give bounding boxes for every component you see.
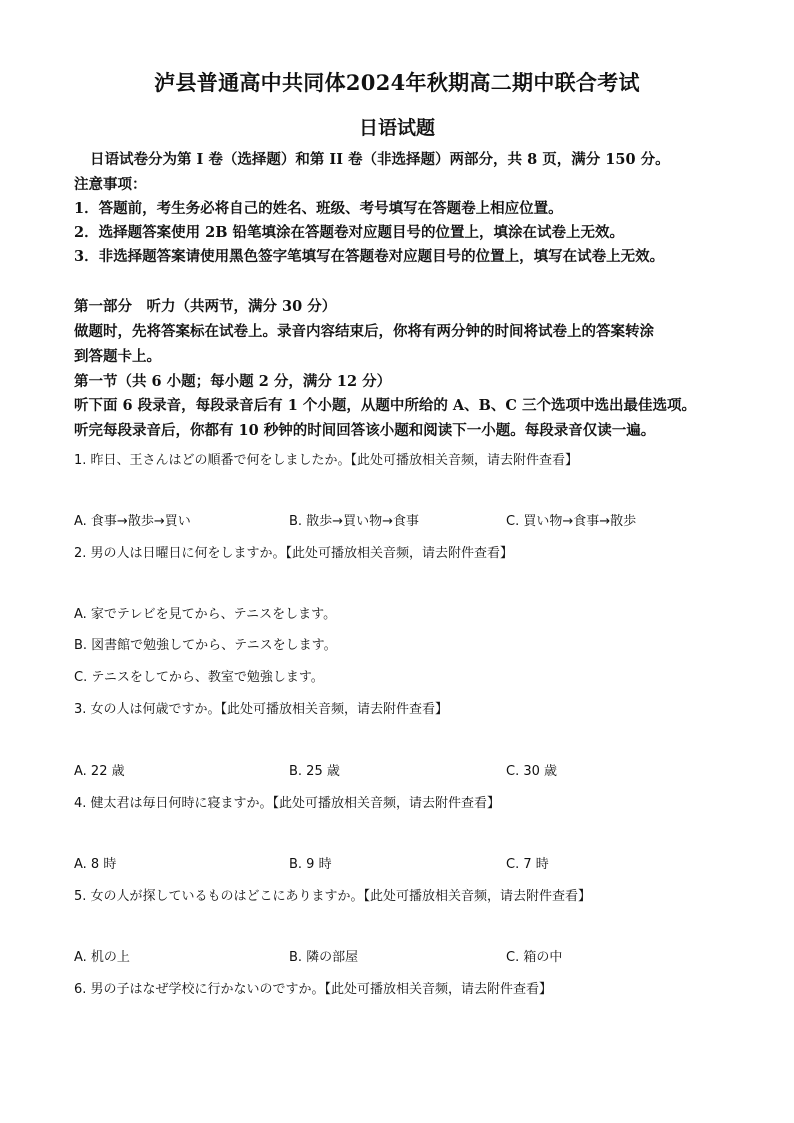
answer-option: C. 買い物→食事→散歩 [506,514,637,529]
question-stem: 5. 女の人が探しているものはどこにありますか。【此处可播放相关音频，请去附件查看】 [74,889,592,904]
question-stem: 2. 男の人は日曜日に何をしますか。【此处可播放相关音频，请去附件查看】 [74,546,514,561]
answer-option: C. テニスをしてから、教室で勉強します。 [74,670,324,685]
answer-option: A. 22 歳 [74,764,125,779]
answer-option: C. 箱の中 [506,950,563,965]
answer-option: C. 30 歳 [506,764,558,779]
answer-option: B. 図書館で勉強してから、テニスをします。 [74,638,337,653]
answer-option: B. 9 時 [289,857,332,872]
exam-title: 泸县普通高中共同体2024年秋期高二期中联合考试 [154,70,640,95]
part1-instruction: 做题时，先将答案标在试卷上。录音内容结束后，你将有两分钟的时间将试卷上的答案转涂 [74,323,654,340]
answer-option: B. 隣の部屋 [289,950,359,965]
answer-option: B. 25 歳 [289,764,340,779]
note-item: 3．非选择题答案请使用黑色签字笔填写在答题卷对应题目号的位置上，填写在试卷上无效。 [74,248,665,265]
answer-option: C. 7 時 [506,857,549,872]
answer-option: A. 食事→散歩→買い [74,514,191,529]
part1-instruction: 到答题卡上。 [74,348,161,365]
subject-title: 日语试题 [358,117,435,139]
section1-heading: 第一节（共 6 小题；每小题 2 分，满分 12 分） [74,373,392,390]
answer-option: B. 散歩→買い物→食事 [289,514,419,529]
answer-option: A. 家でテレビを見てから、テニスをします。 [74,607,337,622]
question-stem: 3. 女の人は何歳ですか。【此处可播放相关音频，请去附件查看】 [74,702,449,717]
exam-summary: 日语试卷分为第 I 卷（选择题）和第 II 卷（非选择题）两部分，共 8 页，满分 150 分。 [90,151,670,168]
notes-heading: 注意事项： [74,176,147,193]
note-item: 1．答题前，考生务必将自己的姓名、班级、考号填写在答题卷上相应位置。 [74,200,563,217]
note-item: 2．选择题答案使用 2B 铅笔填涂在答题卷对应题目号的位置上，填涂在试卷上无效。 [74,224,625,241]
section1-instruction: 听下面 6 段录音，每段录音后有 1 个小题，从题中所给的 A、B、C 三个选项中选出最佳选项。 [74,397,697,414]
question-stem: 1. 昨日、王さんはどの順番で何をしましたか。【此处可播放相关音频，请去附件查看】 [74,453,579,468]
answer-option: A. 机の上 [74,950,130,965]
answer-option: A. 8 時 [74,857,117,872]
question-stem: 6. 男の子はなぜ学校に行かないのですか。【此处可播放相关音频，请去附件查看】 [74,982,553,997]
section1-instruction: 听完每段录音后，你都有 10 秒钟的时间回答该小题和阅读下一小题。每段录音仅读一遍。 [74,422,656,439]
part1-heading: 第一部分 听力（共两节，满分 30 分） [74,298,337,315]
question-stem: 4. 健太君は毎日何時に寝ますか。【此处可播放相关音频，请去附件查看】 [74,796,501,811]
